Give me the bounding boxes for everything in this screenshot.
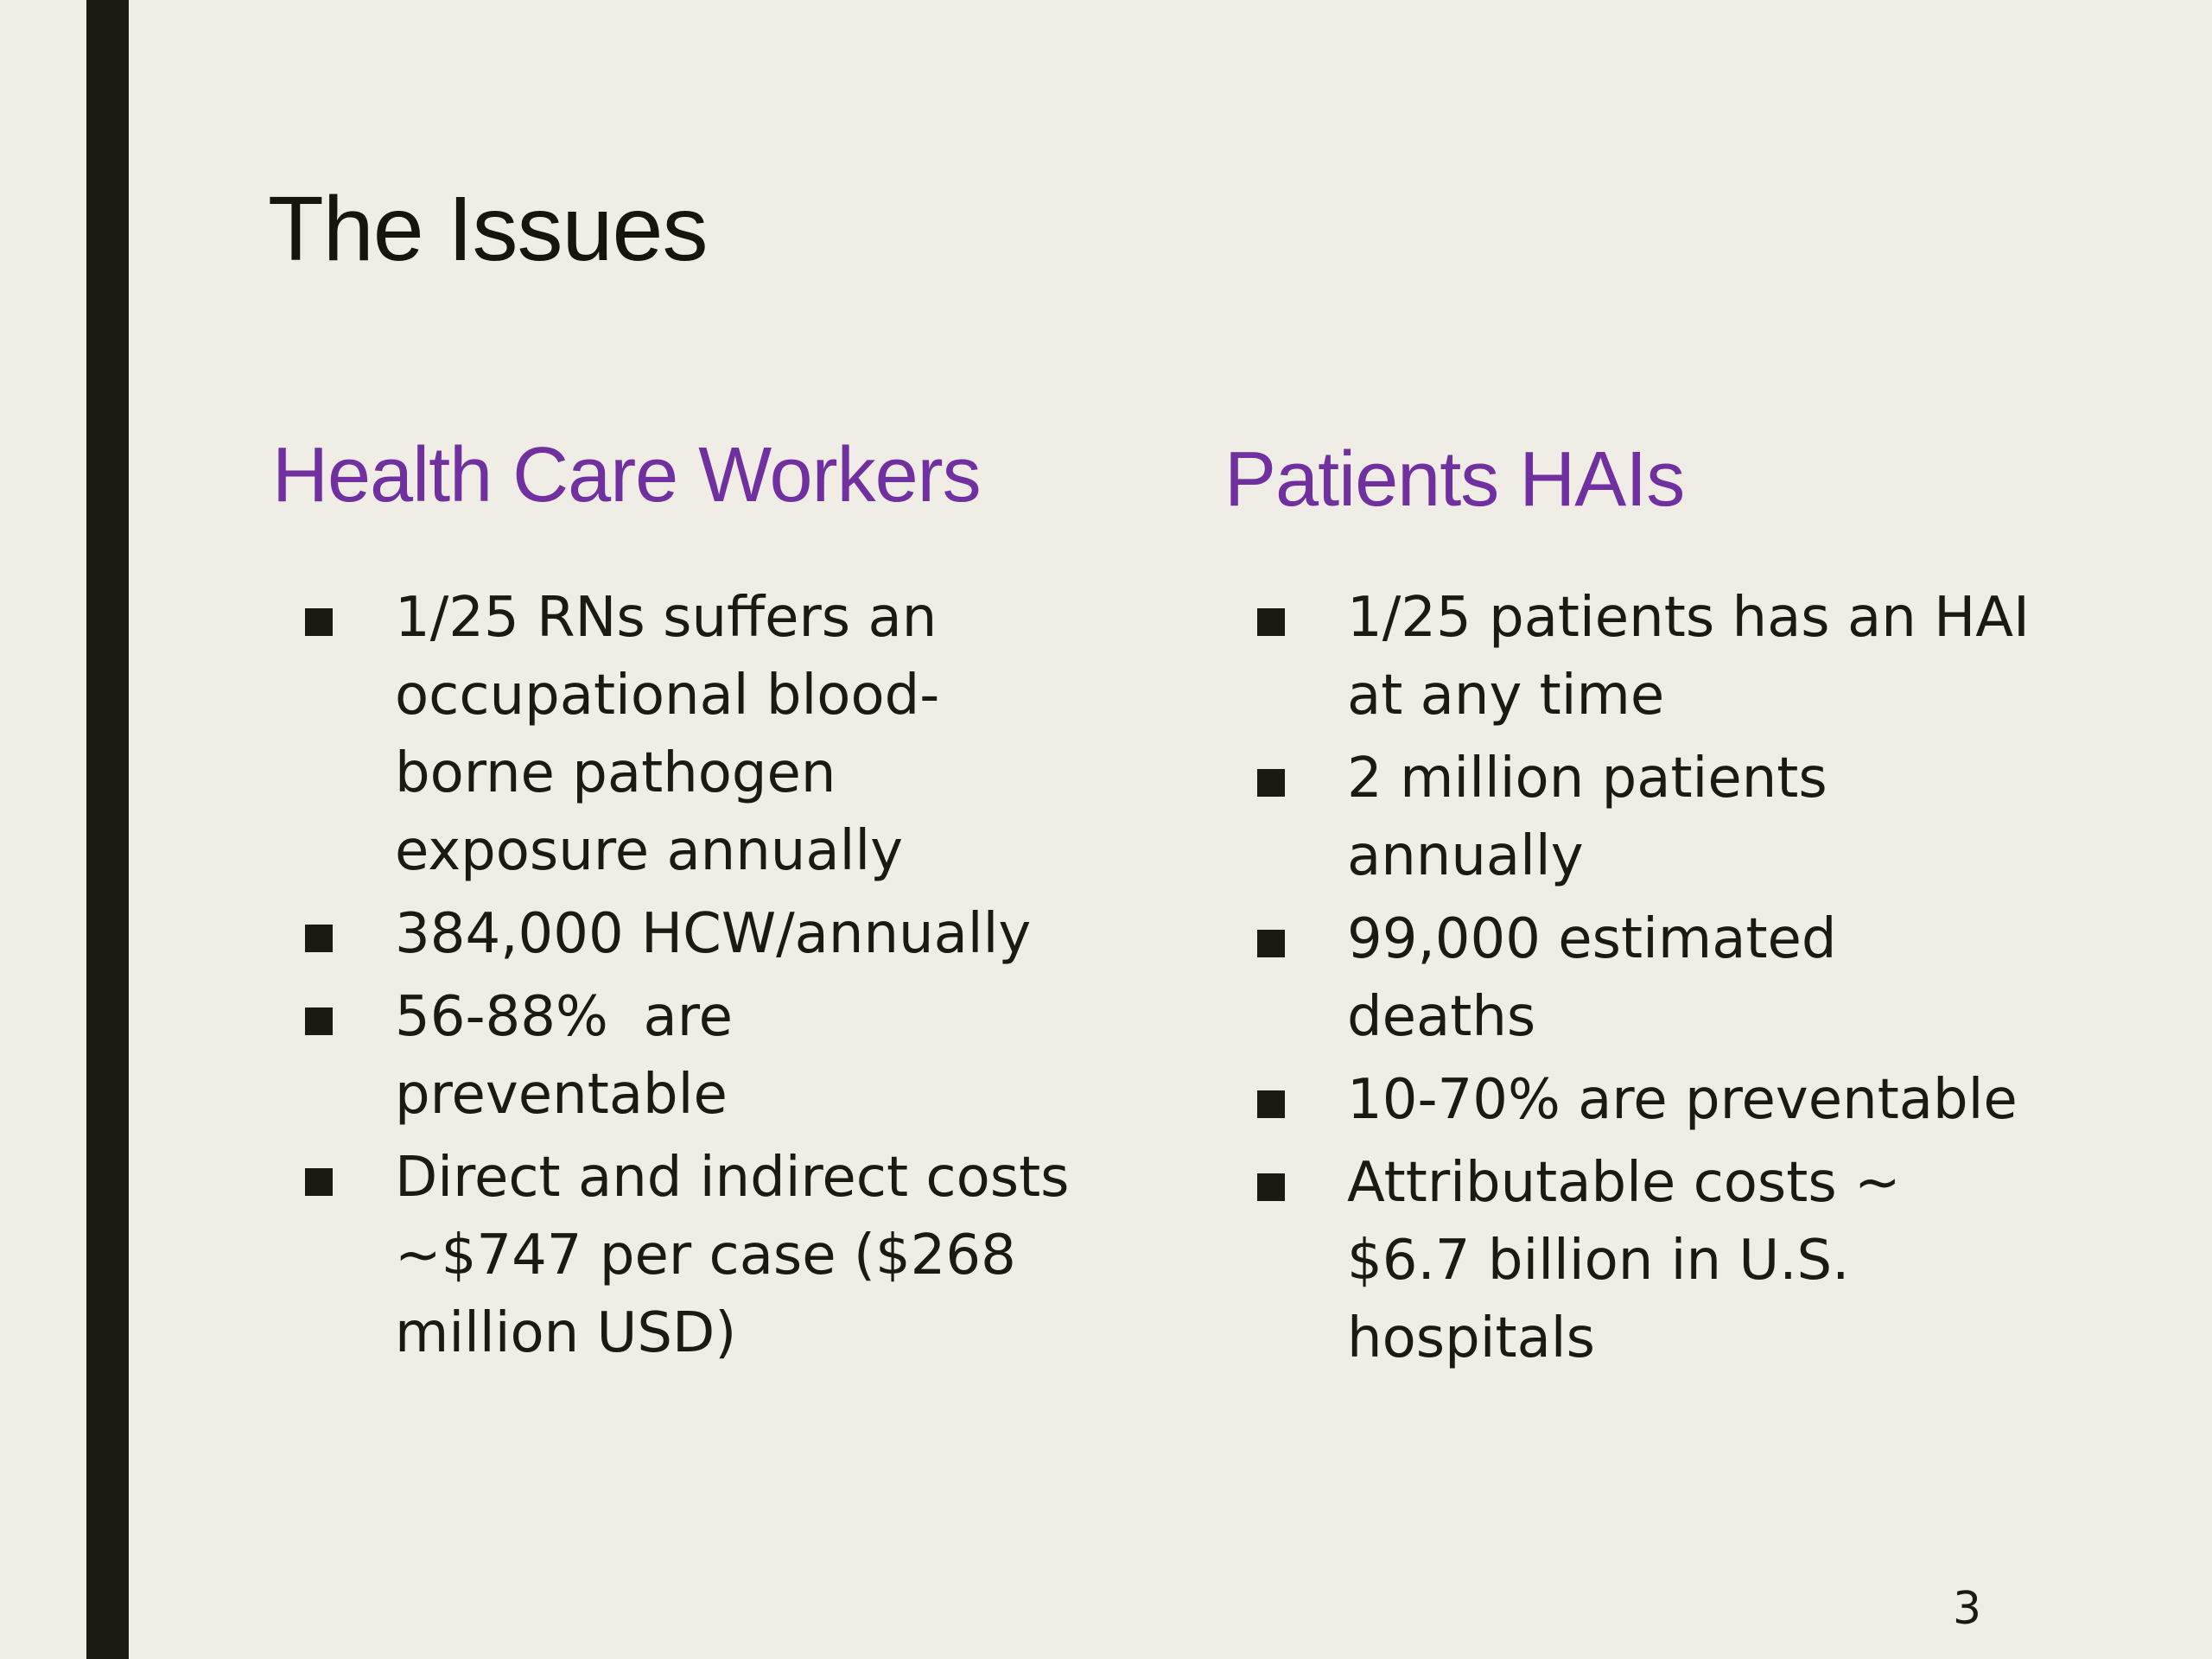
list-item	[1224, 579, 2054, 734]
slide-side-bar	[86, 0, 129, 1659]
column-heading: Health Care Workers	[272, 432, 981, 518]
slide-title: The Issues	[268, 178, 708, 280]
square-bullet-icon	[1257, 1090, 1285, 1118]
page-number: 3	[1953, 1583, 1982, 1635]
bullet-text: 1/25 patients has an HAI at any time	[1347, 586, 2030, 728]
list-item	[272, 978, 1102, 1134]
bullet-text: 1/25 RNs suffers an occupational blood-borne pathogen exposure annually	[395, 586, 940, 883]
column-heading: Patients HAIs	[1224, 436, 1685, 523]
list-item	[272, 579, 1102, 890]
list-item	[272, 1139, 1102, 1372]
square-bullet-icon	[1257, 930, 1285, 957]
list-item	[1224, 1144, 2054, 1377]
bullet-text: Attributable costs ~ $6.7 billion in U.S. hospitals	[1347, 1151, 1901, 1370]
square-bullet-icon	[1257, 1173, 1285, 1201]
bullet-text: 10-70% are preventable	[1347, 1068, 2018, 1132]
bullet-text: 99,000 estimated deaths	[1347, 907, 1837, 1049]
square-bullet-icon	[305, 925, 333, 952]
list-item	[272, 895, 1102, 973]
list-item	[1224, 900, 2054, 1056]
list-item	[1224, 740, 2054, 895]
bullet-text: 56-88% are preventable	[395, 985, 751, 1127]
bullet-text: 2 million patients annually	[1347, 747, 1827, 888]
bullet-text: Direct and indirect costs ~$747 per case ($268 million USD)	[395, 1146, 1070, 1365]
square-bullet-icon	[1257, 608, 1285, 636]
bullet-list	[1224, 579, 2054, 1382]
list-item	[1224, 1061, 2054, 1139]
square-bullet-icon	[305, 1007, 333, 1035]
bullet-list	[272, 579, 1102, 1377]
square-bullet-icon	[305, 1168, 333, 1196]
square-bullet-icon	[1257, 769, 1285, 797]
bullet-text: 384,000 HCW/annually	[395, 902, 1032, 966]
square-bullet-icon	[305, 608, 333, 636]
